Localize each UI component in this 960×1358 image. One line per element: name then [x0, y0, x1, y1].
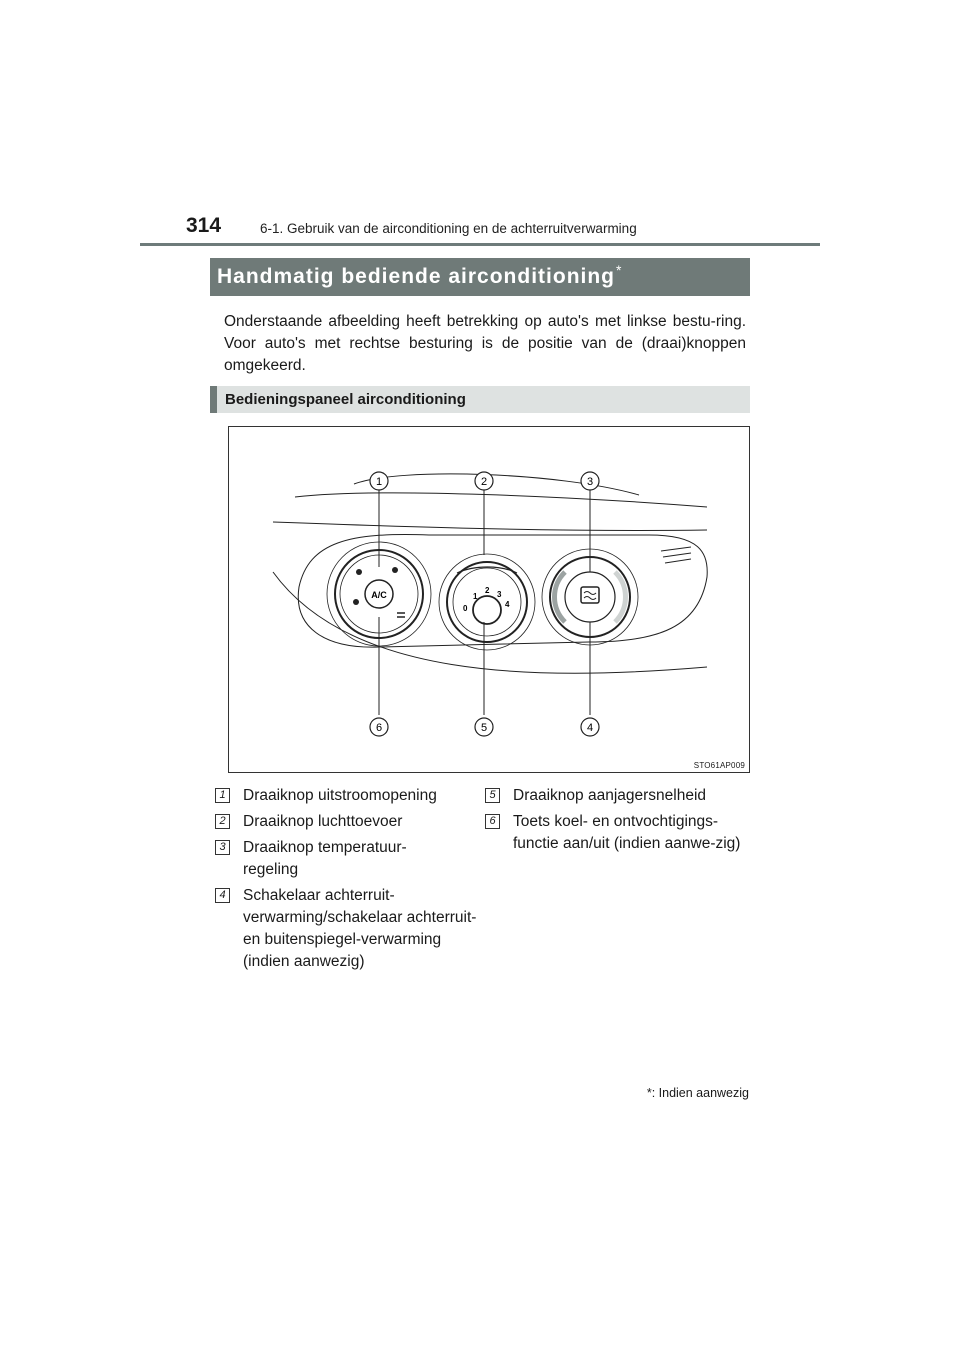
legend-number: 1 [215, 788, 230, 803]
legend-item [215, 785, 475, 807]
legend-text: Draaiknop temperatuur-regeling [243, 839, 407, 878]
legend-left [215, 785, 475, 973]
legend-item [215, 811, 475, 833]
legend-text: Draaiknop aanjagersnelheid [513, 787, 707, 804]
footnote [647, 1086, 749, 1100]
section-heading: Bedieningspaneel airconditioning [225, 391, 466, 408]
legend-item [215, 885, 478, 973]
fan-speed-label-0: 0 [463, 604, 468, 613]
callout-3: 3 [586, 476, 594, 488]
legend-text: Draaiknop luchttoevoer [243, 813, 403, 830]
dashboard-upper-line [273, 522, 707, 530]
control-panel-illustration [229, 427, 749, 772]
fan-speed-label-4: 4 [505, 600, 510, 609]
vent-slats [661, 547, 691, 563]
section-heading-bar [210, 386, 750, 413]
legend-right [485, 785, 745, 855]
dashboard-edge-line [295, 493, 707, 507]
callout-2: 2 [480, 476, 488, 488]
title-footnote-marker: * [616, 262, 622, 278]
fan-speed-label-1: 1 [473, 592, 478, 601]
figure-code: STO61AP009 [693, 761, 745, 770]
footnote-text: : Indien aanwezig [651, 1086, 749, 1100]
fan-speed-label-2: 2 [485, 586, 490, 595]
fan-speed-label-3: 3 [497, 590, 502, 599]
callout-6: 6 [375, 722, 383, 734]
footnote-marker: * [646, 1086, 652, 1100]
callout-5: 5 [480, 722, 488, 734]
legend-item [485, 811, 745, 855]
page-number: 314 [186, 214, 222, 237]
legend-number: 4 [215, 888, 230, 903]
legend-item [485, 785, 745, 807]
legend-number: 6 [485, 814, 500, 829]
page-title: Handmatig bediende airconditioning [217, 265, 616, 288]
legend-text: Schakelaar achterruit-verwarming/schakelaar achterruit- en buitenspiegel-verwarming (indien aanwezig) [243, 887, 477, 970]
running-head: 6-1. Gebruik van de airconditioning en de achterruitverwarming [260, 221, 637, 236]
legend-number: 3 [215, 840, 230, 855]
control-panel-figure [228, 426, 750, 773]
legend-text: Toets koel- en ontvochtigings-functie aan/uit (indien aanwe-zig) [513, 813, 741, 852]
fan-speed-knob [439, 554, 535, 650]
legend-number: 2 [215, 814, 230, 829]
legend-item [215, 837, 443, 881]
callout-4: 4 [586, 722, 594, 734]
title-bar [210, 258, 750, 296]
ac-button-label: A/C [371, 590, 387, 600]
legend-number: 5 [485, 788, 500, 803]
legend-text: Draaiknop uitstroomopening [243, 787, 437, 804]
intro-paragraph: Onderstaande afbeelding heeft betrekking op auto's met linkse bestu-ring. Voor auto's met rechtse besturing is de positie van de (draai)knoppen omgekeerd. [224, 313, 746, 374]
panel-outline [298, 535, 707, 648]
header-rule [140, 243, 820, 246]
callout-1: 1 [375, 476, 383, 488]
